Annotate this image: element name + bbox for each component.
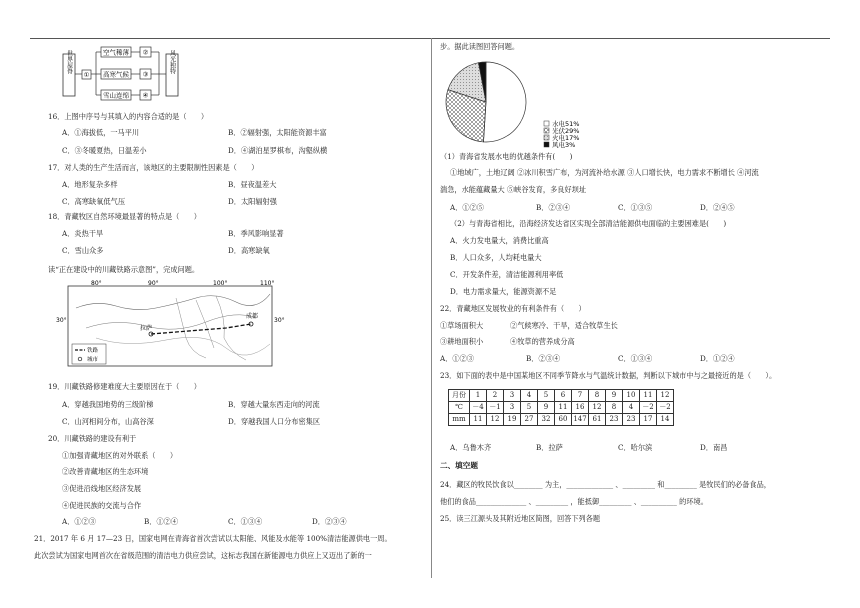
- q19-option-c[interactable]: C．山河相间分布，山高谷深: [62, 417, 154, 426]
- table-cell: 5: [538, 390, 555, 402]
- pie-legend-label-2: 光伏29%: [552, 127, 580, 135]
- q24-line1: 24．藏区的牧民饮食以________ 为主，_____________ 、_________ 和_________ 是牧民们的必备食品，: [440, 480, 771, 489]
- map-lat-right: 30°: [274, 317, 285, 324]
- pie-legend-swatch-4: [544, 142, 549, 147]
- q19-stem: 19．川藏铁路修建难度大主要原因在于（ ）: [48, 382, 201, 391]
- q20-option-b[interactable]: B．①②④: [144, 517, 179, 526]
- q22-option-c[interactable]: C．①③④: [618, 354, 653, 363]
- q21-1-option-c[interactable]: C．①③⑤: [618, 203, 653, 212]
- table-cell: 11: [555, 402, 572, 414]
- table-cell: 3: [504, 390, 521, 402]
- table-cell: 5: [521, 402, 538, 414]
- table-cell: 3: [504, 402, 521, 414]
- q23-option-b[interactable]: B．拉萨: [536, 443, 563, 452]
- map-city-chengdu: 成都: [246, 313, 259, 320]
- q22-option-b[interactable]: B．②③④: [526, 354, 561, 363]
- table-cell: 2: [487, 390, 504, 402]
- table-cell: 23: [606, 414, 623, 426]
- table-cell: 147: [572, 414, 589, 426]
- flowchart-num-1: ①: [83, 71, 90, 79]
- map-intro: 读“正在建设中的川藏铁路示意图”，完成问题。: [48, 265, 200, 274]
- q19-option-b[interactable]: B．穿越大量东西走向的河流: [228, 400, 320, 409]
- table-cell: 12: [487, 414, 504, 426]
- q17-option-c[interactable]: C．高寒缺氧低气压: [62, 197, 126, 206]
- q18-option-d[interactable]: D．高寒缺氧: [228, 246, 270, 255]
- table-cell: 8: [589, 390, 606, 402]
- flowchart-num-3: ③: [142, 70, 149, 79]
- q16-stem: 16．上图中序号与其填入的内容合适的是（ ）: [48, 112, 209, 121]
- flowchart-num-2: ②: [142, 48, 149, 57]
- table-cell: －4: [470, 402, 487, 414]
- table-cell: －2: [657, 402, 674, 414]
- table-cell: 17: [640, 414, 657, 426]
- table-cell: 16: [572, 402, 589, 414]
- table-cell: 1: [470, 390, 487, 402]
- map-legend-railway: 铁路: [87, 348, 99, 354]
- q20-item-1: ①加强青藏地区的对外联系（ ）: [62, 451, 178, 460]
- q25-stem: 25．读三江源头及其附近地区简图，回答下列各题: [440, 514, 601, 523]
- q21-1-option-d[interactable]: D．②④⑤: [700, 203, 735, 212]
- q22-option-d[interactable]: D．①②④: [700, 354, 735, 363]
- table-cell: 23: [623, 414, 640, 426]
- table-cell: 11: [640, 390, 657, 402]
- pie-legend-label-1: 水电51%: [552, 120, 580, 128]
- q21-1-items-line2: 湍急，水能蕴藏量大 ⑤峡谷发育，多良好坝址: [440, 185, 587, 194]
- map-lon-100: 100°: [213, 280, 228, 287]
- table-cell: 11: [470, 414, 487, 426]
- q16-option-d[interactable]: D．④湖泊星罗棋布，沟壑纵横: [228, 146, 328, 155]
- q18-stem: 18．青藏牧区自然环境最显著的特点是（ ）: [48, 212, 201, 221]
- q18-option-a[interactable]: A．炎热干旱: [62, 229, 104, 238]
- table-cell: mm: [449, 414, 470, 426]
- q22-option-a[interactable]: A．①②③: [440, 354, 474, 363]
- q17-stem: 17．对人类的生产生活而言，该地区的主要限制性因素是（ ）: [48, 163, 259, 172]
- pie-legend-swatch-3: [544, 135, 549, 140]
- q22-item-1: ①草场面积大: [440, 321, 484, 330]
- flowchart-num-4: ④: [142, 91, 149, 100]
- flowchart-row1-label: 空气稀薄: [103, 48, 129, 57]
- q22-item-2: ②气候寒冷、干旱，适合牧草生长: [510, 321, 618, 330]
- q20-option-a[interactable]: A．①②③: [62, 517, 96, 526]
- table-cell: 9: [538, 402, 555, 414]
- q21-1-items-line1: ①地域广，土地辽阔 ②冰川积雪广布，为河流补给水源 ③人口增长快，电力需求不断增长 ④河流: [450, 168, 759, 177]
- q17-option-b[interactable]: B．昼夜温差大: [228, 180, 277, 189]
- q16-option-c[interactable]: C．③冬暖夏热，日温差小: [62, 146, 147, 155]
- table-cell: 19: [504, 414, 521, 426]
- map-lon-80: 80°: [91, 280, 102, 287]
- table-cell: 27: [521, 414, 538, 426]
- q16-option-a[interactable]: A．①海拔低，一马平川: [62, 128, 140, 137]
- q20-option-d[interactable]: D．②③④: [312, 517, 347, 526]
- q21-1-option-b[interactable]: B．②③④: [536, 203, 571, 212]
- q23-option-d[interactable]: D．南昌: [700, 443, 728, 452]
- table-cell: －2: [640, 402, 657, 414]
- pie-legend-label-4: 风电3%: [552, 141, 576, 149]
- energy-pie-chart: [444, 54, 634, 150]
- table-cell: 7: [572, 390, 589, 402]
- flowchart-row3-label: 雪山连绵: [103, 91, 129, 100]
- table-row-precip: [449, 414, 674, 426]
- flowchart-right-block: 风光独特: [168, 50, 176, 74]
- table-cell: 4: [623, 402, 640, 414]
- q21-intro-line1: 21．2017 年 6 月 17—23 日，国家电网在青海省首次尝试以太阳能、风能及水能等 100%清洁能源供电一周。: [34, 534, 392, 543]
- q20-item-2: ②改善青藏地区的生态环境: [62, 467, 149, 476]
- map-lon-110: 110°: [260, 280, 275, 287]
- section-title-fill-in: 二、填空题: [440, 461, 478, 470]
- q17-option-a[interactable]: A．地形复杂多样: [62, 180, 118, 189]
- pie-legend-swatch-1: [544, 121, 549, 126]
- page-top-rule: [30, 38, 830, 39]
- table-cell: 9: [606, 390, 623, 402]
- q22-stem: 22．青藏地区发展牧业的有利条件有（ ）: [440, 304, 586, 313]
- map-lon-90: 90°: [148, 280, 159, 287]
- q18-option-b[interactable]: B．季风影响显著: [228, 229, 284, 238]
- map-legend-city: 城市: [87, 357, 99, 363]
- table-cell: ℃: [449, 402, 470, 414]
- table-cell: 10: [623, 390, 640, 402]
- pie-legend-swatch-2: [544, 128, 549, 133]
- table-cell: 12: [657, 390, 674, 402]
- table-row-temp: [449, 402, 674, 414]
- q18-option-c[interactable]: C．雪山众多: [62, 246, 104, 255]
- table-cell: －1: [487, 402, 504, 414]
- q23-option-c[interactable]: C．哈尔滨: [618, 443, 653, 452]
- q20-option-c[interactable]: C．①③④: [228, 517, 263, 526]
- table-cell: 60: [555, 414, 572, 426]
- q19-option-a[interactable]: A．穿越我国地势的三级阶梯: [62, 400, 154, 409]
- q16-option-b[interactable]: B．②辐射强，太阳能资源丰富: [228, 128, 327, 137]
- q22-item-4: ④牧草的营养成分高: [510, 337, 575, 346]
- q24-line2: 他们的食品______________ 、_________ ，能抵御_________ 、__________ 的环境。: [440, 497, 708, 506]
- q21-intro-cont: 步。据此读图回答问题。: [440, 42, 520, 51]
- q22-item-3: ③耕地面积小: [440, 337, 484, 346]
- q17-option-d[interactable]: D．太阳辐射强: [228, 197, 277, 206]
- q21-2-option-a[interactable]: A．火力发电量大，消费比重高: [450, 236, 549, 245]
- q21-2-stem: （2）与青海省相比，沿海经济发达省区实现全部清洁能源供电面临的主要困难是( ): [450, 219, 727, 228]
- flowchart-diagram: [62, 44, 202, 102]
- q20-stem: 20．川藏铁路的建设有利于: [48, 434, 137, 443]
- q21-1-stem: （1）青海省发展水电的优越条件有( ): [440, 152, 573, 161]
- q21-2-option-d[interactable]: D．电力需求量大，能源资源不足: [450, 287, 557, 296]
- table-cell: 8: [606, 402, 623, 414]
- column-divider: [431, 38, 432, 578]
- table-cell: 32: [538, 414, 555, 426]
- map-city-lhasa: 拉萨: [140, 325, 153, 332]
- table-cell: 6: [555, 390, 572, 402]
- q21-intro-line2: 此次尝试为国家电网首次在省级范围的清洁电力供应尝试，这标志我国在新能源电力供应上又迈出了新的一: [34, 551, 372, 560]
- table-cell: 14: [657, 414, 674, 426]
- table-row-month: [449, 390, 674, 402]
- q21-2-option-b[interactable]: B．人口众多，人均耗电量大: [450, 253, 542, 262]
- flowchart-left-block: 世界屋脊: [65, 50, 73, 74]
- map-lat-left: 30°: [56, 317, 67, 324]
- table-cell: 61: [589, 414, 606, 426]
- q21-2-option-c[interactable]: C．开发条件差，清洁能源利用率低: [450, 270, 564, 279]
- climate-table: [448, 389, 674, 426]
- table-cell: 月份: [449, 390, 470, 402]
- q20-item-4: ④促进民族的交流与合作: [62, 501, 142, 510]
- railway-map: [56, 278, 288, 372]
- q21-1-option-a[interactable]: A．①②⑤: [450, 203, 484, 212]
- table-cell: 4: [521, 390, 538, 402]
- pie-legend-label-3: 火电17%: [552, 134, 580, 142]
- table-cell: 12: [589, 402, 606, 414]
- q23-stem: 23．如下面的表中是中国某地区不同季节降水与气温统计数据，判断以下城市中与之最接近的是（ ）。: [440, 371, 777, 380]
- q19-option-d[interactable]: D．穿越我国人口分布密集区: [228, 417, 321, 426]
- flowchart-row2-label: 高寒气候: [103, 70, 129, 79]
- q20-item-3: ③促进沿线地区经济发展: [62, 484, 142, 493]
- pie-slice-1: [483, 62, 526, 142]
- q23-option-a[interactable]: A．乌鲁木齐: [450, 443, 492, 452]
